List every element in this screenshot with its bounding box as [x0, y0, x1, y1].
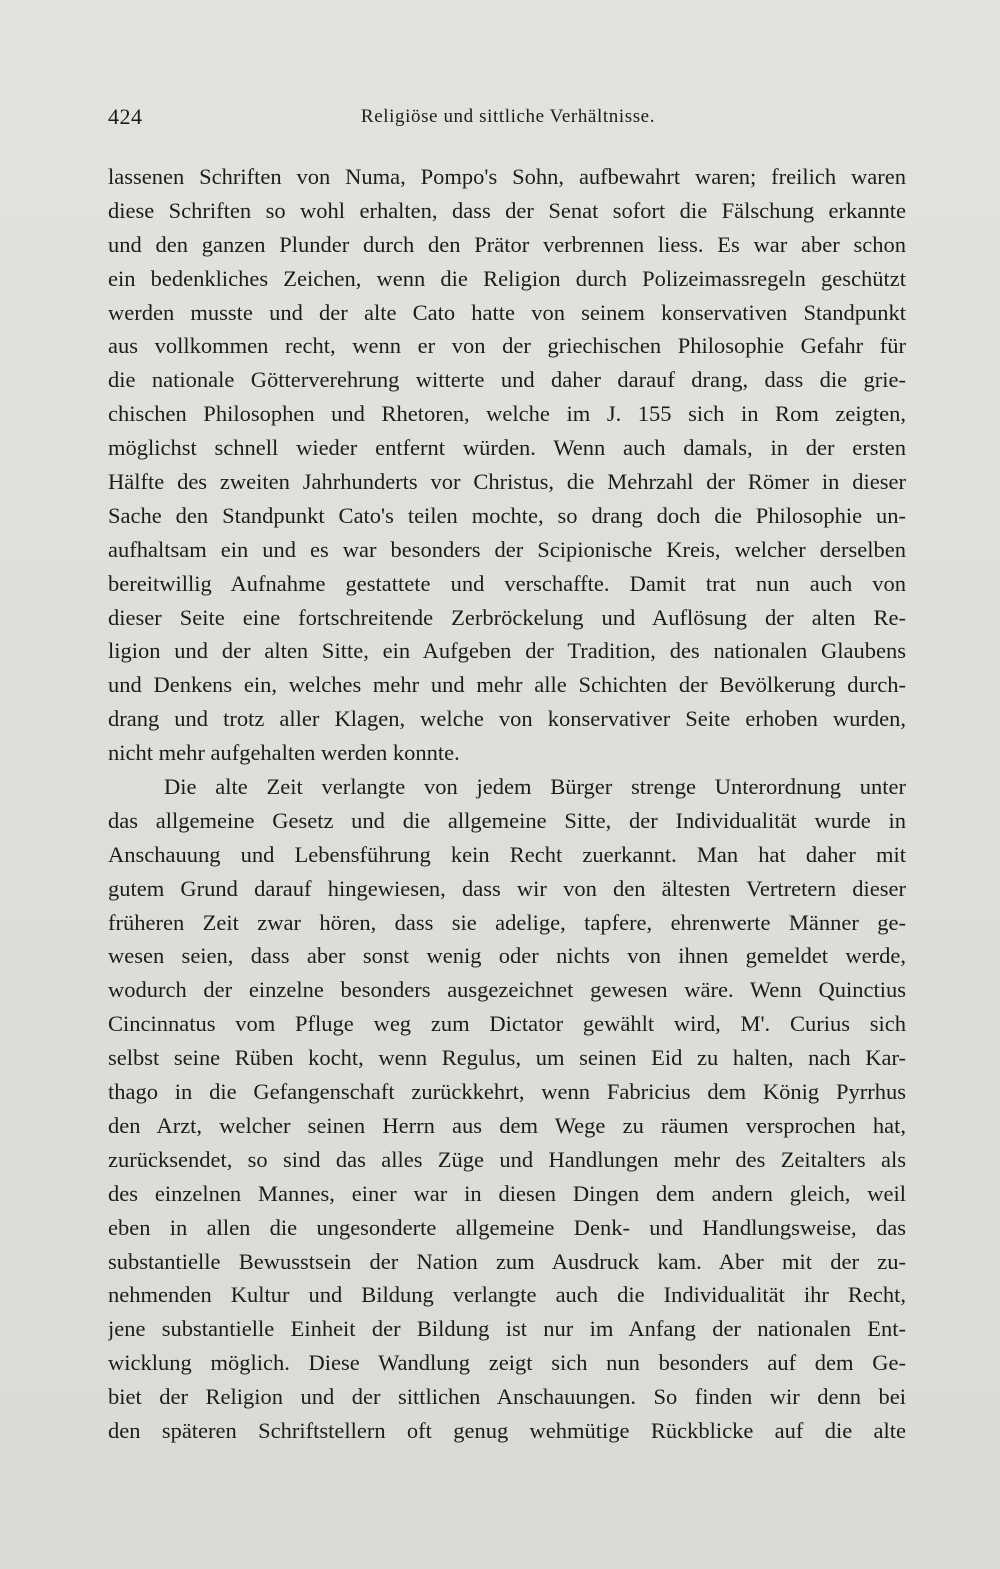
text-line: Anschauung und Lebensführung kein Recht zuerkannt. Man hat daher mit — [108, 841, 906, 867]
text-line: wodurch der einzelne besonders ausgezeichnet gewesen wäre. Wenn Quinctius — [108, 977, 906, 1003]
text-line: eben in allen die ungesonderte allgemeine Denk- und Handlungsweise, das — [108, 1214, 906, 1240]
text-line: wicklung möglich. Diese Wandlung zeigt sich nun besonders auf dem Ge- — [108, 1350, 906, 1376]
text-line: Sache den Standpunkt Cato's teilen mochte, so drang doch die Philosophie un- — [108, 502, 906, 528]
text-line: das allgemeine Gesetz und die allgemeine Sitte, der Individualität wurde in — [108, 807, 906, 833]
text-line: den späteren Schriftstellern oft genug wehmütige Rückblicke auf die alte — [108, 1417, 906, 1443]
text-line: dieser Seite eine fortschreitende Zerbröckelung und Auflösung der alten Re- — [108, 604, 906, 630]
text-line: werden musste und der alte Cato hatte von seinem konservativen Standpunkt — [108, 299, 906, 325]
page-number: 424 — [108, 104, 143, 129]
text-line: drang und trotz aller Klagen, welche von konservativer Seite erhoben wurden, — [108, 706, 906, 732]
text-line: wesen seien, dass aber sonst wenig oder nichts von ihnen gemeldet werde, — [108, 943, 906, 969]
text-line: aufhaltsam ein und es war besonders der Scipionische Kreis, welcher derselben — [108, 536, 906, 562]
text-line: früheren Zeit zwar hören, dass sie adelige, tapfere, ehrenwerte Männer ge- — [108, 909, 906, 935]
text-line: und den ganzen Plunder durch den Prätor verbrennen liess. Es war aber schon — [108, 231, 906, 257]
text-line: die nationale Götterverehrung witterte und daher darauf drang, dass die grie- — [108, 367, 906, 393]
text-line: den Arzt, welcher seinen Herrn aus dem Wege zu räumen versprochen hat, — [108, 1112, 906, 1138]
text-line: jene substantielle Einheit der Bildung ist nur im Anfang der nationalen Ent- — [108, 1316, 906, 1342]
text-line: ein bedenkliches Zeichen, wenn die Religion durch Polizeimassregeln geschützt — [108, 265, 906, 291]
text-line: diese Schriften so wohl erhalten, dass der Senat sofort die Fälschung erkannte — [108, 197, 906, 223]
text-line: thago in die Gefangenschaft zurückkehrt, wenn Fabricius dem König Pyrrhus — [108, 1079, 906, 1105]
text-line: bereitwillig Aufnahme gestattete und verschaffte. Damit trat nun auch von — [108, 570, 906, 596]
text-line: Cincinnatus vom Pfluge weg zum Dictator gewählt wird, M'. Curius sich — [108, 1011, 906, 1037]
text-line: ligion und der alten Sitte, ein Aufgeben der Tradition, des nationalen Glaubens — [108, 638, 906, 664]
text-line: biet der Religion und der sittlichen Anschauungen. So finden wir denn bei — [108, 1384, 906, 1410]
text-line: aus vollkommen recht, wenn er von der griechischen Philosophie Gefahr für — [108, 333, 906, 359]
text-line: des einzelnen Mannes, einer war in diesen Dingen dem andern gleich, weil — [108, 1180, 906, 1206]
paragraph-start-line: Die alte Zeit verlangte von jedem Bürger strenge Unterordnung unter — [164, 774, 906, 800]
running-title: Religiöse und sittliche Verhältnisse. — [360, 106, 656, 127]
text-line: möglichst schnell wieder entfernt würden. Wenn auch damals, in der ersten — [108, 435, 906, 461]
page-header — [108, 104, 908, 134]
text-line: nehmenden Kultur und Bildung verlangte auch die Individualität ihr Recht, — [108, 1282, 906, 1308]
text-line: und Denkens ein, welches mehr und mehr alle Schichten der Bevölkerung durch- — [108, 672, 906, 698]
body-text — [108, 160, 906, 1448]
paragraph-end-line: nicht mehr aufgehalten werden konnte. — [108, 740, 460, 766]
text-line: Hälfte des zweiten Jahrhunderts vor Christus, die Mehrzahl der Römer in dieser — [108, 469, 906, 495]
text-line: zurücksendet, so sind das alles Züge und Handlungen mehr des Zeitalters als — [108, 1146, 906, 1172]
text-line: lassenen Schriften von Numa, Pompo's Sohn, aufbewahrt waren; freilich waren — [108, 164, 906, 189]
text-line: selbst seine Rüben kocht, wenn Regulus, um seinen Eid zu halten, nach Kar- — [108, 1045, 906, 1071]
text-line: gutem Grund darauf hingewiesen, dass wir von den ältesten Vertretern dieser — [108, 875, 906, 901]
text-line: chischen Philosophen und Rhetoren, welche im J. 155 sich in Rom zeigten, — [108, 401, 906, 427]
text-line: substantielle Bewusstsein der Nation zum Ausdruck kam. Aber mit der zu- — [108, 1248, 906, 1274]
